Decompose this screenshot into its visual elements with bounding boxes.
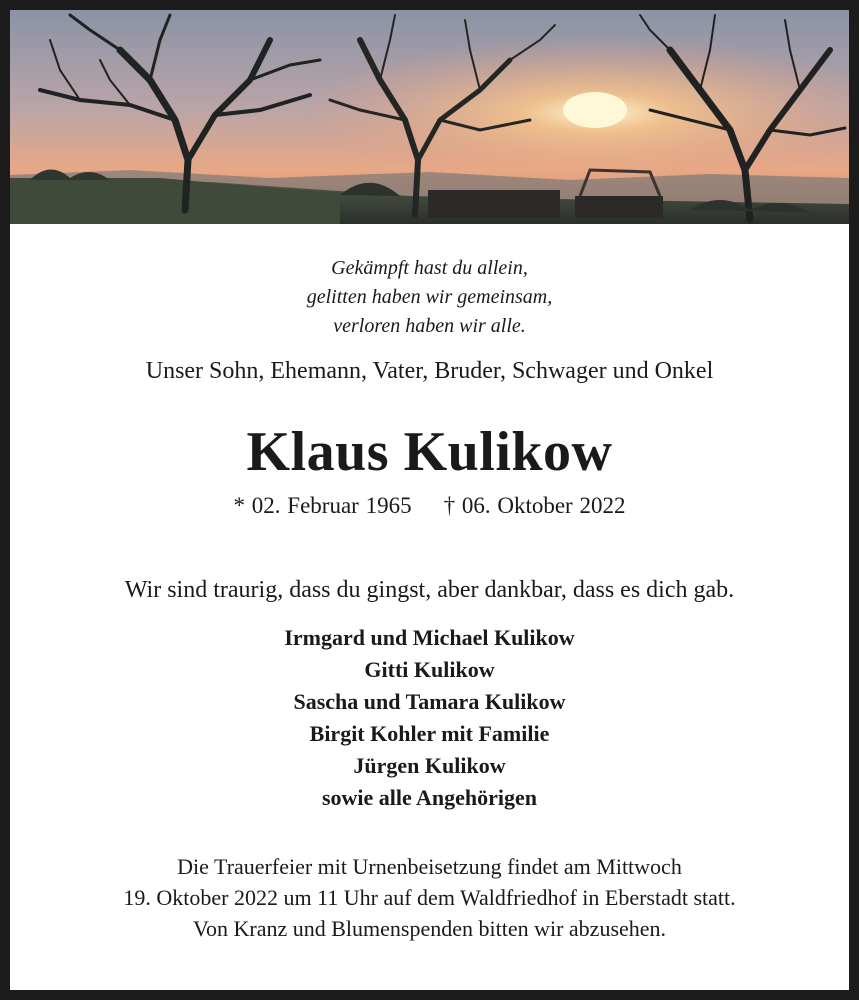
poem-verse <box>10 254 849 341</box>
funeral-notice <box>10 851 849 944</box>
relationship-intro: Unser Sohn, Ehemann, Vater, Bruder, Schwager und Onkel <box>145 358 714 384</box>
mourners-list <box>10 622 849 814</box>
poem-line: gelitten haben wir gemeinsam, <box>306 286 553 308</box>
deceased-name: Klaus Kulikow <box>246 421 613 483</box>
notice-line: 19. Oktober 2022 um 11 Uhr auf dem Waldfriedhof in Eberstadt statt. <box>123 885 736 910</box>
memorial-quote: Wir sind traurig, dass du gingst, aber dankbar, dass es dich gab. <box>124 577 735 603</box>
mourner-name: Jürgen Kulikow <box>353 753 506 778</box>
notice-line: Von Kranz und Blumenspenden bitten wir abzusehen. <box>192 916 667 941</box>
sunset-landscape-image <box>10 10 849 224</box>
mourner-name: sowie alle Angehörigen <box>321 785 538 810</box>
notice-line: Die Trauerfeier mit Urnenbeisetzung findet am Mittwoch <box>177 854 682 879</box>
poem-line: Gekämpft hast du allein, <box>331 257 528 279</box>
life-dates <box>10 493 849 519</box>
mourner-name: Gitti Kulikow <box>364 657 495 682</box>
mourner-name: Birgit Kohler mit Familie <box>309 721 550 746</box>
poem-line: verloren haben wir alle. <box>333 315 526 337</box>
mourner-name: Irmgard und Michael Kulikow <box>284 625 575 650</box>
sunset-header-photo <box>10 10 849 224</box>
death-date: † 06. Oktober 2022 <box>443 493 626 518</box>
mourner-name: Sascha und Tamara Kulikow <box>293 689 566 714</box>
birth-date: * 02. Februar 1965 <box>233 493 412 518</box>
